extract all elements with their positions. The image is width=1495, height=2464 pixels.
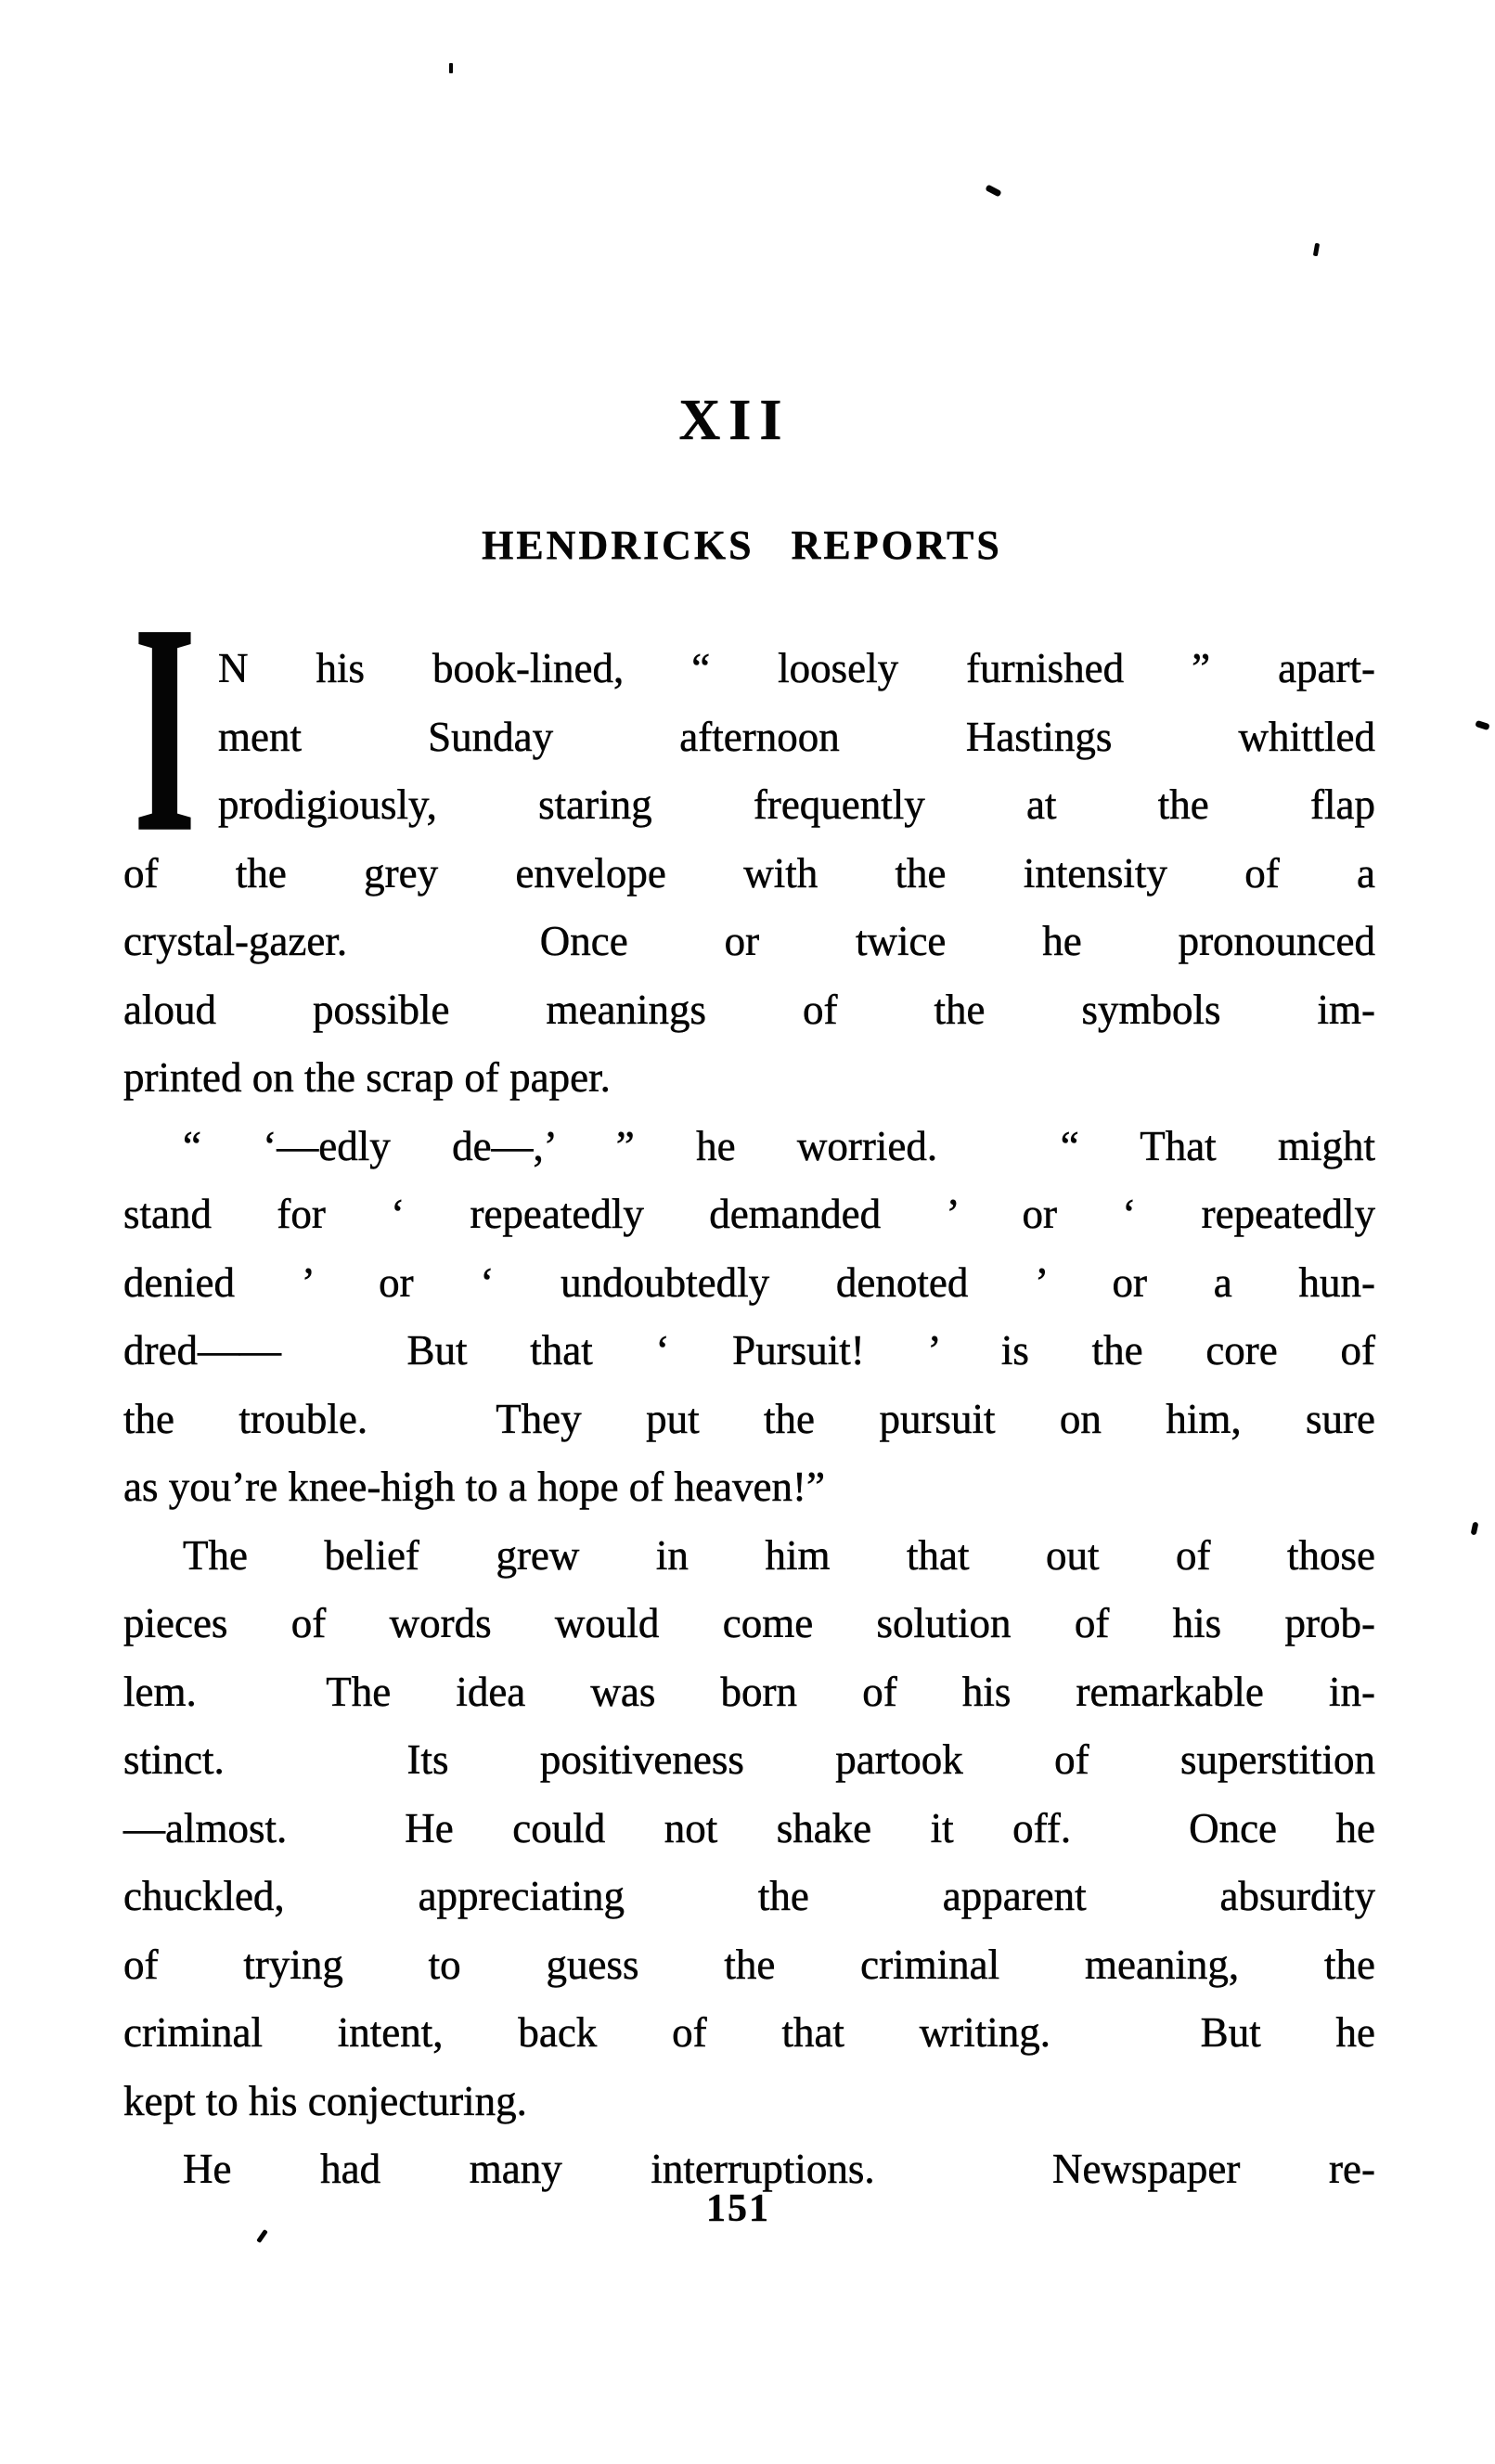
text-line: N his book-lined, “ loosely furnished ” apart- (218, 645, 1375, 691)
text-line: denied ’ or ‘ undoubtedly denoted ’ or a hun- (123, 1258, 1375, 1306)
text-line: chuckled, appreciating the apparent absurdity (123, 1873, 1375, 1919)
text-line: —almost. He could not shake it off. Once he (123, 1804, 1375, 1851)
text-line: criminal intent, back of that writing. But he (123, 2009, 1375, 2056)
scan-speck (256, 2229, 268, 2243)
drop-cap-letter: I (134, 561, 196, 895)
page-number: 151 (706, 2187, 770, 2230)
scan-speck (1471, 1522, 1479, 1536)
text-line: pieces of words would come solution of his prob- (123, 1600, 1375, 1646)
chapter-title: HENDRICKS REPORTS (482, 522, 1002, 568)
text-line: the trouble. They put the pursuit on him, sure (123, 1395, 1375, 1442)
text-line: prodigiously, staring frequently at the flap (218, 781, 1375, 828)
text-line: dred—— But that ‘ Pursuit! ’ is the core of (123, 1327, 1375, 1374)
page-body-text (123, 635, 1375, 2204)
scan-speck (1313, 243, 1320, 257)
text-line: crystal-gazer. Once or twice he pronounced (123, 918, 1375, 964)
text-line: of trying to guess the criminal meaning, the (123, 1941, 1375, 1988)
text-line: “ ‘—edly de—,’ ” he worried. “ That might (183, 1122, 1375, 1169)
text-line: He had many interruptions. Newspaper re- (183, 2146, 1375, 2192)
scan-speck (985, 184, 1001, 197)
chapter-number: XII (678, 389, 791, 452)
text-line: kept to his conjecturing. (123, 2077, 527, 2124)
text-line: stand for ‘ repeatedly demanded ’ or ‘ repeatedly (123, 1191, 1375, 1237)
text-line: as you’re knee-high to a hope of heaven!” (123, 1464, 825, 1510)
text-line: printed on the scrap of paper. (123, 1054, 611, 1101)
text-line: aloud possible meanings of the symbols im- (123, 986, 1375, 1033)
text-line: lem. The idea was born of his remarkable in- (123, 1668, 1375, 1715)
scan-speck (449, 63, 453, 73)
text-line: of the grey envelope with the intensity of a (123, 849, 1375, 897)
text-line: ment Sunday afternoon Hastings whittled (218, 713, 1375, 760)
text-line: stinct. Its positiveness partook of superstition (123, 1736, 1375, 1783)
scan-speck (1475, 720, 1489, 730)
text-line: The belief grew in him that out of those (183, 1531, 1375, 1579)
